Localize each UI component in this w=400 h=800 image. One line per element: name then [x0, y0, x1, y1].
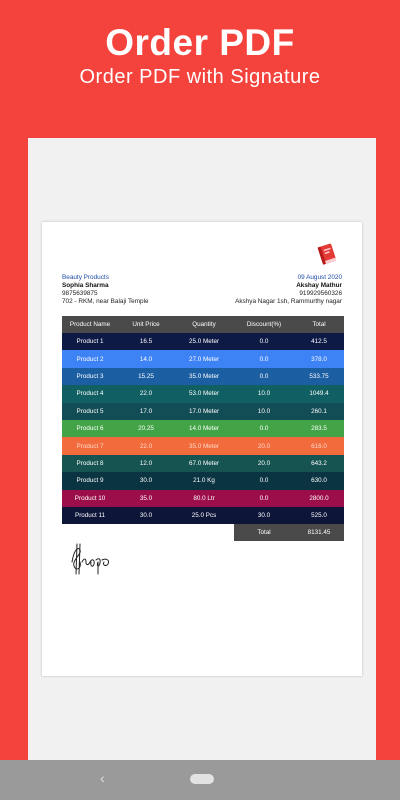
quantity-cell: 25.0 Pcs	[191, 512, 217, 520]
discount-cell: 10.0	[257, 390, 271, 398]
total-cell: 260.1	[311, 407, 327, 415]
total-cell: 533.75	[309, 372, 329, 380]
discount-cell: 0.0	[259, 477, 269, 485]
total-row	[62, 524, 344, 541]
discount-cell: 0.0	[259, 355, 269, 363]
unit-price-cell: 30.0	[139, 477, 153, 485]
product-name-cell: Product 6	[76, 425, 104, 433]
signature-icon	[68, 540, 116, 576]
buyer-address: Akshya Nagar 1sh, Rammurthy nagar	[235, 298, 342, 305]
seller-phone: 9875639875	[62, 290, 98, 297]
book-icon	[316, 242, 338, 266]
discount-cell: 0.0	[259, 372, 269, 380]
product-name-cell: Product 9	[76, 477, 104, 485]
discount-cell: 0.0	[259, 494, 269, 502]
header-unit-price: Unit Price	[132, 321, 160, 328]
total-cell: 616.0	[311, 442, 327, 450]
table-row	[62, 455, 344, 472]
table-row	[62, 333, 344, 350]
unit-price-cell: 14.0	[139, 355, 153, 363]
header-quantity: Quantity	[192, 321, 216, 328]
total-cell: 2800.0	[309, 494, 329, 502]
quantity-cell: 67.0 Meter	[188, 459, 220, 467]
pdf-viewer[interactable]	[28, 138, 376, 760]
table-row	[62, 472, 344, 489]
total-cell: 1049.4	[309, 390, 329, 398]
unit-price-cell: 12.0	[139, 459, 153, 467]
seller-company: Beauty Products	[62, 274, 109, 281]
product-name-cell: Product 7	[76, 442, 104, 450]
buyer-phone: 919929560326	[299, 290, 342, 297]
product-name-cell: Product 3	[76, 372, 104, 380]
header-product-name: Product Name	[69, 321, 111, 328]
unit-price-cell: 16.5	[139, 338, 153, 346]
table-row	[62, 403, 344, 420]
product-name-cell: Product 8	[76, 459, 104, 467]
seller-info	[62, 274, 149, 306]
total-cell: 412.5	[311, 338, 327, 346]
buyer-info	[235, 274, 342, 306]
table-header	[62, 316, 344, 333]
total-box	[234, 524, 344, 541]
header-total: Total	[312, 321, 326, 328]
buyer-name: Akshay Mathur	[296, 282, 342, 289]
discount-cell: 0.0	[259, 425, 269, 433]
total-cell: 378.0	[311, 355, 327, 363]
quantity-cell: 80.0 Ltr	[193, 494, 215, 502]
seller-contact: Sophia Sharma	[62, 282, 109, 289]
discount-cell: 20.0	[257, 459, 271, 467]
header-discount: Discount(%)	[246, 321, 282, 328]
table-row	[62, 385, 344, 402]
unit-price-cell: 20.25	[138, 425, 154, 433]
quantity-cell: 53.0 Meter	[188, 390, 220, 398]
total-cell: 283.5	[311, 425, 327, 433]
nav-home-pill[interactable]	[190, 774, 214, 784]
quantity-cell: 25.0 Meter	[188, 338, 220, 346]
table-row	[62, 350, 344, 367]
product-name-cell: Product 1	[76, 338, 104, 346]
table-row	[62, 490, 344, 507]
unit-price-cell: 22.0	[139, 442, 153, 450]
unit-price-cell: 15.25	[138, 372, 154, 380]
total-value: 8131.45	[307, 529, 331, 537]
quantity-cell: 27.0 Meter	[188, 355, 220, 363]
total-cell: 630.0	[311, 477, 327, 485]
quantity-cell: 35.0 Meter	[188, 372, 220, 380]
seller-address: 702 - RKM, near Balaji Temple	[62, 298, 149, 305]
table-row	[62, 368, 344, 385]
pdf-page[interactable]	[42, 222, 362, 676]
table-row	[62, 507, 344, 524]
order-table	[62, 316, 344, 541]
nav-back-icon[interactable]: ‹	[100, 770, 105, 786]
discount-cell: 20.0	[257, 442, 271, 450]
invoice-date: 09 August 2020	[297, 274, 342, 281]
table-row	[62, 437, 344, 454]
system-nav-bar	[0, 760, 400, 800]
promo-subtitle: Order PDF with Signature	[79, 66, 321, 88]
total-label: Total	[257, 529, 271, 537]
product-name-cell: Product 2	[76, 355, 104, 363]
discount-cell: 0.0	[259, 338, 269, 346]
product-name-cell: Product 4	[76, 390, 104, 398]
product-name-cell: Product 11	[75, 512, 105, 520]
total-cell: 643.2	[311, 459, 327, 467]
promo-title: Order PDF	[105, 22, 295, 63]
promo-header	[0, 0, 400, 135]
unit-price-cell: 22.0	[139, 390, 153, 398]
table-body	[62, 333, 344, 524]
total-cell: 525.0	[311, 512, 327, 520]
discount-cell: 30.0	[257, 512, 271, 520]
discount-cell: 10.0	[257, 407, 271, 415]
table-row	[62, 420, 344, 437]
unit-price-cell: 30.0	[139, 512, 153, 520]
product-name-cell: Product 10	[74, 494, 106, 502]
product-name-cell: Product 5	[76, 407, 104, 415]
quantity-cell: 14.0 Meter	[188, 425, 220, 433]
unit-price-cell: 35.0	[139, 494, 153, 502]
unit-price-cell: 17.0	[139, 407, 153, 415]
quantity-cell: 17.0 Meter	[188, 407, 220, 415]
quantity-cell: 21.0 Kg	[193, 477, 215, 485]
quantity-cell: 35.0 Meter	[188, 442, 220, 450]
